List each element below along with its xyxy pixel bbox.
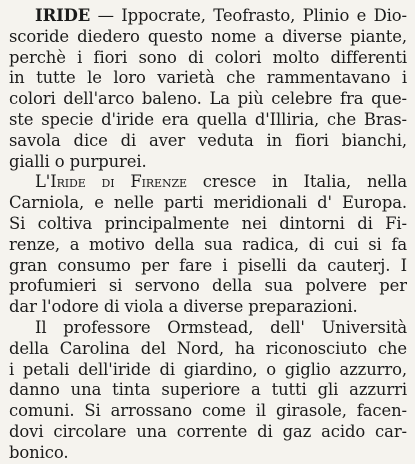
paragraph3-line6: dovi circolare una corrente di gaz acido car-: [9, 421, 407, 441]
section-heading: L'Iride di Firenze: [35, 172, 187, 192]
headword: IRIDE: [35, 6, 91, 25]
paragraph3-line7: bonico.: [9, 442, 69, 462]
paragraph2-line7: dar l'odore di viola a diverse preparazioni.: [9, 297, 358, 317]
paragraph3-line5: comuni. Si arrossano come il girasole, facen-: [9, 401, 407, 421]
paragraph2-line3: Si coltiva principalmente nei dintorni di Fi-: [9, 213, 407, 233]
paragraph1-line8: gialli o purpurei.: [9, 151, 147, 171]
paragraph1-line4: in tutte le loro varietà che rammentavano i: [9, 68, 407, 88]
paragraph1-line5: colori dell'arco baleno. La più celebre fra que-: [9, 89, 407, 109]
paragraph3-line3: i petali dell'iride di giardino, o giglio azzurro,: [9, 359, 407, 379]
paragraph2-line1-text: cresce in Italia, nella: [186, 172, 407, 192]
paragraph1-line3: perchè i fiori sono di colori molto differenti: [9, 47, 407, 67]
paragraph1-line6: ste specie d'iride era quella d'Illiria, che Bras-: [9, 109, 407, 129]
headword-dash: —: [90, 6, 122, 25]
paragraph3-line4: danno una tinta superiore a tutti gli azzurri: [9, 380, 407, 400]
paragraph2-line6: profumieri si servono della sua polvere per: [9, 276, 407, 296]
paragraph1-line1-text: Ippocrate, Teofrasto, Plinio e Dio-: [121, 6, 407, 25]
paragraph2-line5: gran consumo per fare i piselli da cauterj. I: [9, 255, 407, 275]
paragraph1-line1: [9, 6, 407, 27]
paragraph2-line2: Carniola, e nelle parti meridionali d' Europa.: [9, 193, 407, 213]
paragraph2-line4: renze, a motivo della sua radica, di cui si fa: [9, 234, 407, 254]
paragraph3-line2: della Carolina del Nord, ha riconosciuto che: [9, 338, 407, 358]
article-text: [9, 6, 407, 464]
paragraph2-line1: [9, 172, 407, 193]
paragraph1-line7: savola dice di aver veduta in fiori bianchi,: [9, 130, 407, 150]
paragraph1-line2: scoride diedero questo nome a diverse piante,: [9, 26, 407, 46]
paragraph3-line1: Il professore Ormstead, dell' Università: [35, 317, 407, 337]
